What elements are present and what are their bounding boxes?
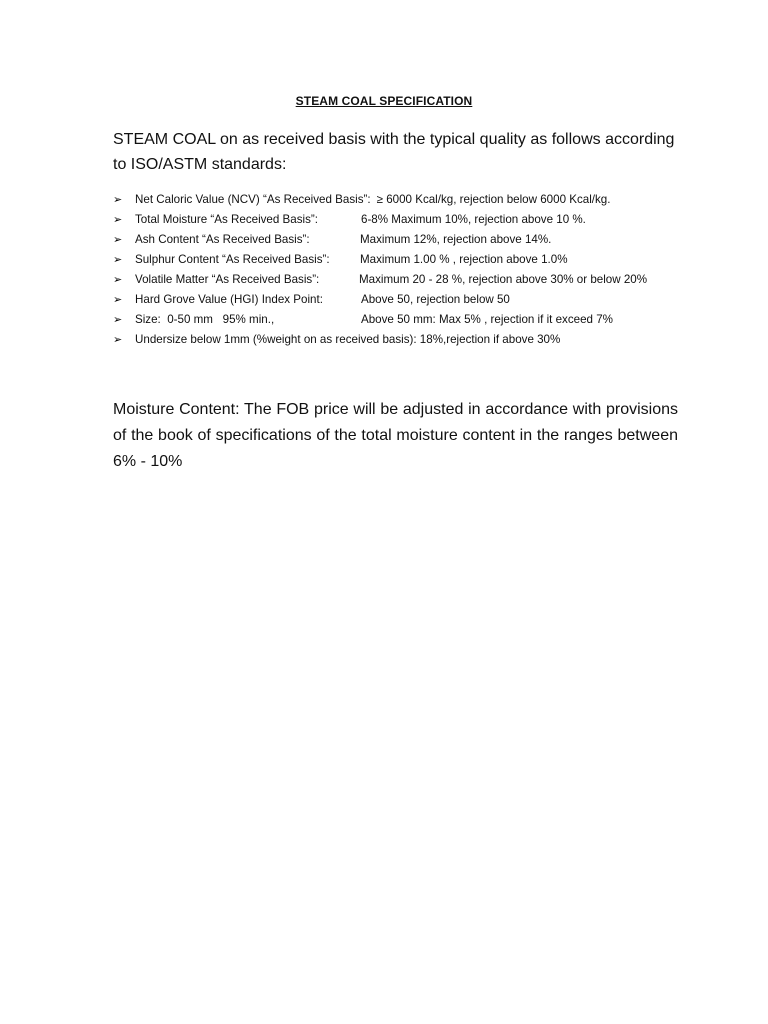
arrow-bullet-icon: ➢	[113, 254, 123, 266]
moisture-content-paragraph: Moisture Content: The FOB price will be adjusted in accordance with provisions of the book of specifications of the total moisture content in the ranges between 6% - 10%	[113, 401, 678, 470]
intro-paragraph: STEAM COAL on as received basis with the typical quality as follows according to ISO/ASTM standards:	[113, 131, 675, 173]
arrow-bullet-icon: ➢	[113, 314, 123, 326]
arrow-bullet-icon: ➢	[113, 274, 123, 286]
spec-label: Total Moisture “As Received Basis”:	[135, 213, 318, 226]
spec-value: Maximum 20 - 28 %, rejection above 30% or below 20%	[359, 273, 648, 286]
spec-value: ≥ 6000 Kcal/kg, rejection below 6000 Kcal/kg.	[376, 193, 611, 206]
arrow-bullet-icon: ➢	[113, 294, 123, 306]
spec-item-sulphur	[113, 250, 713, 270]
spec-item-volatile	[113, 270, 713, 290]
arrow-bullet-icon: ➢	[113, 234, 123, 246]
spec-label: Volatile Matter “As Received Basis”:	[135, 273, 320, 286]
document-title: STEAM COAL SPECIFICATION	[295, 94, 473, 108]
spec-value: Maximum 12%, rejection above 14%.	[360, 233, 552, 246]
spec-item-ncv	[113, 190, 713, 210]
spec-value: Above 50, rejection below 50	[361, 293, 510, 306]
spec-item-undersize	[113, 330, 713, 350]
spec-label: Ash Content “As Received Basis”:	[135, 233, 310, 246]
spec-label: Sulphur Content “As Received Basis”:	[135, 253, 330, 266]
spec-value: 6-8% Maximum 10%, rejection above 10 %.	[361, 213, 586, 226]
spec-item-total-moisture	[113, 210, 713, 230]
spec-item-size	[113, 310, 713, 330]
spec-value: Above 50 mm: Max 5% , rejection if it exceed 7%	[361, 313, 613, 326]
arrow-bullet-icon: ➢	[113, 194, 123, 206]
spec-label: Hard Grove Value (HGI) Index Point:	[135, 293, 323, 306]
spec-item-hgi	[113, 290, 713, 310]
arrow-bullet-icon: ➢	[113, 214, 123, 226]
spec-value: Maximum 1.00 % , rejection above 1.0%	[360, 253, 568, 266]
spec-item-ash	[113, 230, 713, 250]
arrow-bullet-icon: ➢	[113, 334, 123, 346]
specification-list	[113, 190, 713, 350]
spec-label: Net Caloric Value (NCV) “As Received Basis”:	[135, 193, 371, 206]
spec-label: Size: 0-50 mm 95% min.,	[135, 313, 275, 326]
spec-label: Undersize below 1mm (%weight on as received basis): 18%,rejection if above 30%	[135, 333, 561, 346]
